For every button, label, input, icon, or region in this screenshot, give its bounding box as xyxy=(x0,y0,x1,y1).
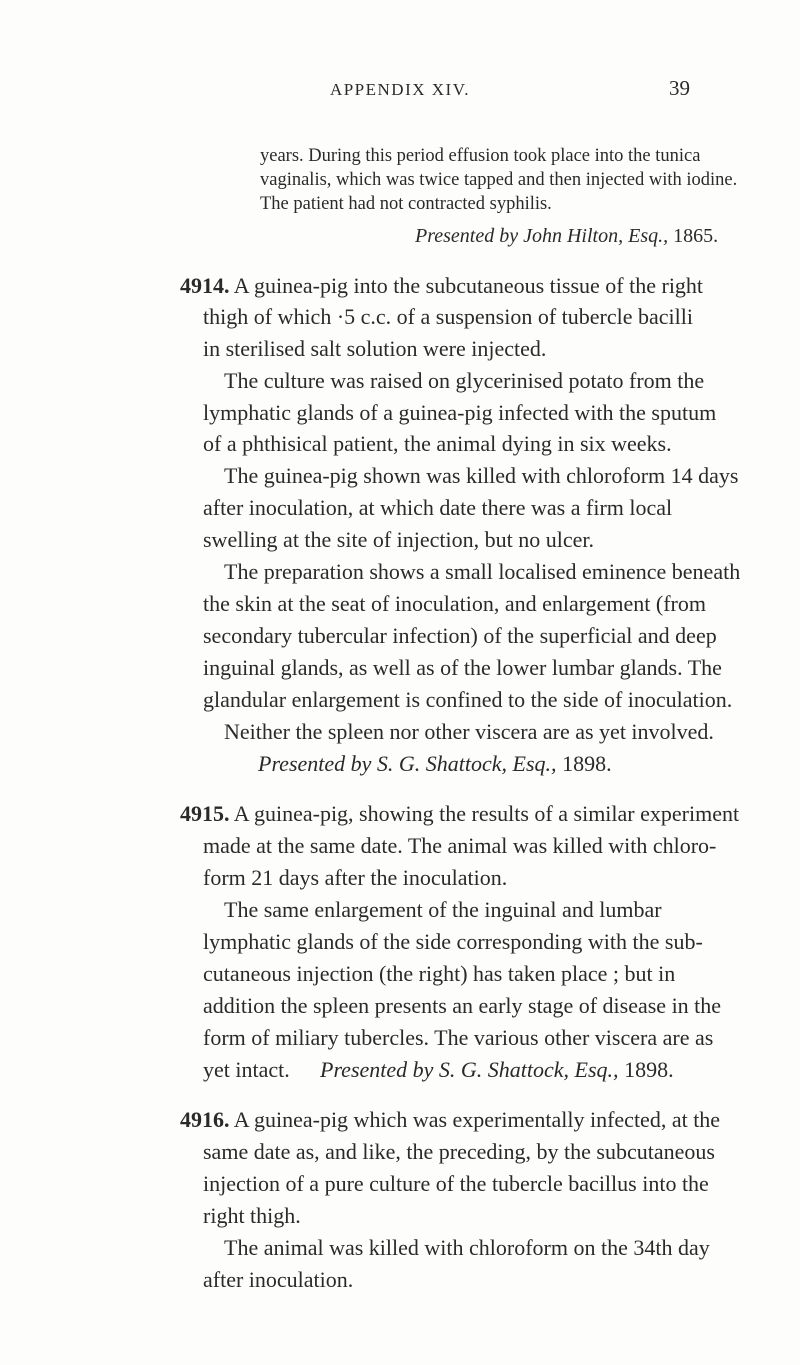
entry-4916-line-1 xyxy=(180,1106,720,1134)
entry-4914-credit-text: Presented by S. G. Shattock, Esq., xyxy=(258,751,557,776)
intro-credit-year: 1865. xyxy=(673,225,719,247)
entry-4914-line-8: after inoculation, at which date there was a firm local xyxy=(203,495,673,520)
entry-4915-line-8: form of miliary tubercles. The various other viscera are as xyxy=(203,1025,714,1050)
entry-4914-line-9: swelling at the site of injection, but no ulcer. xyxy=(203,527,595,552)
intro-line-3: The patient had not contracted syphilis. xyxy=(260,194,552,214)
entry-4916-line-4: right thigh. xyxy=(203,1203,301,1228)
running-head xyxy=(0,76,800,106)
entry-4915-line-1 xyxy=(180,800,739,828)
entry-4914-line-6: of a phthisical patient, the animal dying in six weeks. xyxy=(203,431,672,456)
entry-4915-credit-year: 1898. xyxy=(624,1057,674,1082)
entry-4915-credit xyxy=(320,1056,674,1084)
entry-4916-line-2: same date as, and like, the preceding, by the subcutaneous xyxy=(203,1139,715,1164)
intro-line-1: years. During this period effusion took place into the tunica xyxy=(260,146,701,166)
entry-4914-credit-year: 1898. xyxy=(562,751,612,776)
entry-4916-line-3: injection of a pure culture of the tubercle bacillus into the xyxy=(203,1171,709,1196)
entry-4914-line-13: inguinal glands, as well as of the lower lumbar glands. The xyxy=(203,655,722,680)
entry-4915-line-4: The same enlargement of the inguinal and lumbar xyxy=(224,897,662,922)
entry-4915-line-6: cutaneous injection (the right) has taken place ; but in xyxy=(203,961,676,986)
entry-4916-line-5: The animal was killed with chloroform on the 34th day xyxy=(224,1235,710,1260)
entry-number: 4915. xyxy=(180,801,230,826)
entry-4915-line-1-text: A guinea-pig, showing the results of a similar experiment xyxy=(233,801,740,826)
running-title: APPENDIX XIV. xyxy=(329,80,471,99)
entry-4914-line-14: glandular enlargement is confined to the side of inoculation. xyxy=(203,687,733,712)
entry-4914-line-3: in sterilised salt solution were injected. xyxy=(203,336,547,361)
intro-credit-text: Presented by John Hilton, Esq., xyxy=(415,225,669,247)
entry-4916-line-6: after inoculation. xyxy=(203,1267,354,1292)
intro-line-2: vaginalis, which was twice tapped and then injected with iodine. xyxy=(260,170,738,190)
entry-4914-line-1 xyxy=(180,272,703,300)
entry-number: 4916. xyxy=(180,1107,230,1132)
entry-4915-line-5: lymphatic glands of the side corresponding with the sub- xyxy=(203,929,703,954)
entry-4914-line-7: The guinea-pig shown was killed with chloroform 14 days xyxy=(224,463,739,488)
entry-4915-credit-text: Presented by S. G. Shattock, Esq., xyxy=(320,1057,619,1082)
entry-number: 4914. xyxy=(180,273,230,298)
entry-4914-line-1-text: A guinea-pig into the subcutaneous tissue of the right xyxy=(233,273,704,298)
entry-4914-line-15: Neither the spleen nor other viscera are as yet involved. xyxy=(224,719,714,744)
page-number: 39 xyxy=(669,76,690,100)
entry-4915-line-9: yet intact. xyxy=(203,1057,290,1082)
entry-4915-line-7: addition the spleen presents an early stage of disease in the xyxy=(203,993,722,1018)
intro-credit xyxy=(415,222,718,250)
entry-4916-line-1-text: A guinea-pig which was experimentally infected, at the xyxy=(233,1107,721,1132)
entry-4914-line-5: lymphatic glands of a guinea-pig infected with the sputum xyxy=(203,400,717,425)
entry-4914-line-12: secondary tubercular infection) of the superficial and deep xyxy=(203,623,717,648)
entry-4914-line-11: the skin at the seat of inoculation, and enlargement (from xyxy=(203,591,706,616)
entry-4914-line-4: The culture was raised on glycerinised potato from the xyxy=(224,368,705,393)
entry-4915-line-3: form 21 days after the inoculation. xyxy=(203,865,508,890)
entry-4914-line-10: The preparation shows a small localised eminence beneath xyxy=(224,559,741,584)
entry-4914-credit xyxy=(258,750,612,778)
entry-4914-line-2: thigh of which ·5 c.c. of a suspension of tubercle bacilli xyxy=(203,304,693,329)
entry-4915-line-2: made at the same date. The animal was killed with chloro- xyxy=(203,833,717,858)
